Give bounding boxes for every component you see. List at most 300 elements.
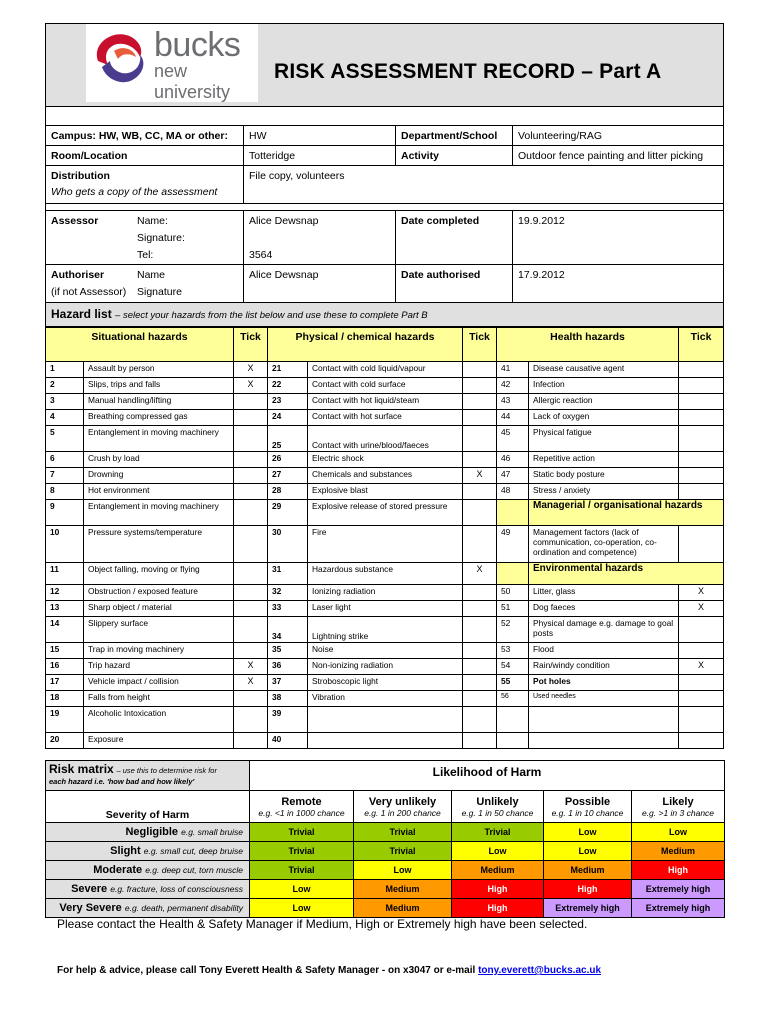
hazard-number: 5 (46, 425, 84, 451)
risk-matrix-title: Risk matrix (49, 762, 114, 776)
risk-matrix (45, 760, 725, 918)
health-hazard: Physical fatigue (529, 425, 679, 451)
risk-level-cell: High (632, 861, 725, 880)
physical-hazard: Chemicals and substances (308, 467, 463, 483)
situational-hazard: Obstruction / exposed feature (84, 584, 234, 600)
hazard-row (46, 409, 724, 425)
situational-hazard: Breathing compressed gas (84, 409, 234, 425)
hazard-row (46, 451, 724, 467)
health-number: 50 (497, 584, 529, 600)
hazard-row (46, 377, 724, 393)
risk-level-cell: High (544, 880, 632, 899)
physical-number: 38 (268, 690, 308, 706)
physical-tick (463, 361, 497, 377)
severity-name: Moderate (93, 864, 143, 876)
severity-example: e.g. death, permanent disability (124, 903, 243, 913)
health-number: 55 (497, 674, 529, 690)
risk-level-cell: Low (250, 880, 354, 899)
activity-label: Activity (396, 145, 513, 165)
department-label: Department/School (396, 125, 513, 145)
risk-level-cell: Extremely high (632, 880, 725, 899)
hazard-number: 2 (46, 377, 84, 393)
authoriser-label: Authoriser (51, 268, 105, 281)
physical-tick (463, 600, 497, 616)
health-tick (679, 377, 724, 393)
risk-level-cell: Trivial (250, 861, 354, 880)
assessor-name-label: Name: (137, 214, 168, 227)
severity-row (46, 899, 725, 918)
hazard-row (46, 425, 724, 451)
health-number: 43 (497, 393, 529, 409)
severity-label (46, 823, 250, 842)
health-tick (679, 525, 724, 562)
situational-hazard: Vehicle impact / collision (84, 674, 234, 690)
physical-tick: X (463, 562, 497, 584)
likelihood-example: e.g. 1 in 10 chance (551, 807, 624, 818)
physical-number: 28 (268, 483, 308, 499)
health-tick (679, 616, 724, 642)
assessor-cell (46, 210, 244, 264)
situational-tick (234, 732, 268, 748)
col-health: Health hazards (497, 327, 679, 361)
hazard-number: 10 (46, 525, 84, 562)
hazard-number: 11 (46, 562, 84, 584)
managerial-hazards-header: Managerial / organisational hazards (529, 499, 724, 525)
physical-hazard: Ionizing radiation (308, 584, 463, 600)
physical-hazard: Non-ionizing radiation (308, 658, 463, 674)
distribution-cell (46, 165, 244, 203)
situational-hazard: Hot environment (84, 483, 234, 499)
hazard-number: 16 (46, 658, 84, 674)
physical-number: 21 (268, 361, 308, 377)
assessor-tel: 3564 (249, 248, 273, 261)
risk-level-cell: Extremely high (632, 899, 725, 918)
situational-tick (234, 525, 268, 562)
hazard-number: 14 (46, 616, 84, 642)
situational-hazard: Entanglement in moving machinery (84, 425, 234, 451)
physical-number: 40 (268, 732, 308, 748)
health-hazard: Dog faeces (529, 600, 679, 616)
authoriser-sublabel: (if not Assessor) (51, 285, 127, 298)
physical-tick (463, 616, 497, 642)
bucks-swirl-icon (88, 27, 152, 91)
physical-tick (463, 690, 497, 706)
hazard-row (46, 499, 724, 525)
physical-hazard (308, 706, 463, 732)
situational-hazard: Sharp object / material (84, 600, 234, 616)
distribution-sublabel: Who gets a copy of the assessment (51, 185, 218, 198)
health-hazard: Pot holes (529, 674, 679, 690)
health-hazard: Disease causative agent (529, 361, 679, 377)
health-hazard: Litter, glass (529, 584, 679, 600)
physical-tick (463, 393, 497, 409)
likelihood-name: Remote (281, 795, 322, 808)
date-completed-value: 19.9.2012 (513, 210, 724, 264)
situational-hazard: Slippery surface (84, 616, 234, 642)
assessor-values (244, 210, 396, 264)
physical-tick (463, 451, 497, 467)
col-tick-3: Tick (679, 327, 724, 361)
hazard-number: 17 (46, 674, 84, 690)
situational-tick (234, 393, 268, 409)
physical-tick (463, 525, 497, 562)
health-hazard: Rain/windy condition (529, 658, 679, 674)
likelihood-example: e.g. 1 in 50 chance (461, 807, 534, 818)
risk-level-cell: Medium (354, 899, 452, 918)
physical-tick (463, 706, 497, 732)
document-header (45, 23, 724, 107)
campus-value: HW (244, 125, 396, 145)
situational-tick (234, 483, 268, 499)
health-hazard (529, 732, 679, 748)
likelihood-title: Likelihood of Harm (250, 761, 725, 791)
risk-matrix-sub2: each hazard i.e. 'how bad and how likely' (49, 777, 195, 786)
health-hazard (529, 706, 679, 732)
physical-hazard (308, 732, 463, 748)
risk-level-cell: Trivial (354, 823, 452, 842)
authoriser-cell (46, 264, 244, 302)
physical-hazard: Contact with cold surface (308, 377, 463, 393)
hazard-row (46, 525, 724, 562)
risk-level-cell: Low (354, 861, 452, 880)
authoriser-signature-label: Signature (137, 285, 182, 298)
health-hazard: Lack of oxygen (529, 409, 679, 425)
physical-tick (463, 674, 497, 690)
risk-level-cell: Trivial (354, 842, 452, 861)
help-line (57, 965, 601, 976)
hazard-number: 13 (46, 600, 84, 616)
health-number: 52 (497, 616, 529, 642)
likelihood-header-row (46, 791, 725, 823)
risk-level-cell: Medium (354, 880, 452, 899)
hazard-row (46, 467, 724, 483)
assessor-tel-label: Tel: (137, 248, 154, 261)
health-number (497, 706, 529, 732)
situational-hazard: Falls from height (84, 690, 234, 706)
physical-tick (463, 658, 497, 674)
hazard-number: 18 (46, 690, 84, 706)
situational-tick: X (234, 377, 268, 393)
physical-hazard: Explosive release of stored pressure (308, 499, 463, 525)
situational-hazard: Object falling, moving or flying (84, 562, 234, 584)
hazard-row (46, 562, 724, 584)
health-number: 54 (497, 658, 529, 674)
severity-example: e.g. small cut, deep bruise (143, 846, 243, 856)
situational-tick (234, 451, 268, 467)
distribution-label: Distribution (51, 169, 110, 182)
info-table (45, 107, 724, 303)
campus-label: Campus: HW, WB, CC, MA or other: (46, 125, 244, 145)
situational-hazard: Trap in moving machinery (84, 642, 234, 658)
health-tick (679, 409, 724, 425)
health-tick (679, 361, 724, 377)
help-text: For help & advice, please call Tony Everett Health & Safety Manager - on x3047 or e-mail (57, 965, 476, 976)
hazard-number: 12 (46, 584, 84, 600)
hazard-list-banner (45, 303, 724, 327)
likelihood-name: Possible (564, 795, 611, 808)
health-number: 41 (497, 361, 529, 377)
hazard-number: 19 (46, 706, 84, 732)
likelihood-column (632, 791, 725, 823)
risk-level-cell: Extremely high (544, 899, 632, 918)
activity-value: Outdoor fence painting and litter picking (513, 145, 724, 165)
risk-assessment-sheet (45, 23, 724, 749)
health-number (497, 732, 529, 748)
severity-row (46, 842, 725, 861)
assessor-label: Assessor (51, 214, 99, 227)
physical-hazard: Vibration (308, 690, 463, 706)
health-number: 56 (497, 690, 529, 706)
assessor-signature-label: Signature: (137, 231, 185, 244)
situational-tick (234, 467, 268, 483)
risk-level-cell: Low (452, 842, 544, 861)
physical-number: 30 (268, 525, 308, 562)
situational-tick (234, 562, 268, 584)
severity-name: Negligible (125, 826, 179, 838)
health-hazard: Physical damage e.g. damage to goal posts (529, 616, 679, 642)
severity-label (46, 861, 250, 880)
hazard-number: 4 (46, 409, 84, 425)
situational-tick (234, 642, 268, 658)
situational-hazard: Crush by load (84, 451, 234, 467)
severity-row (46, 880, 725, 899)
likelihood-example: e.g. 1 in 200 chance (364, 807, 441, 818)
risk-level-cell: Trivial (250, 842, 354, 861)
health-hazard: Stress / anxiety (529, 483, 679, 499)
physical-hazard: Explosive blast (308, 483, 463, 499)
health-hazard: Used needles (529, 690, 679, 706)
situational-tick: X (234, 361, 268, 377)
hazard-row (46, 584, 724, 600)
hazard-row (46, 483, 724, 499)
health-tick: X (679, 600, 724, 616)
health-tick (679, 690, 724, 706)
health-tick (679, 451, 724, 467)
severity-row (46, 861, 725, 880)
health-tick (679, 467, 724, 483)
physical-tick (463, 499, 497, 525)
physical-number: 33 (268, 600, 308, 616)
physical-hazard: Contact with hot liquid/steam (308, 393, 463, 409)
health-number: 44 (497, 409, 529, 425)
hazard-number: 15 (46, 642, 84, 658)
physical-hazard: Contact with hot surface (308, 409, 463, 425)
hazard-row (46, 674, 724, 690)
health-hazard: Repetitive action (529, 451, 679, 467)
situational-hazard: Manual handling/lifting (84, 393, 234, 409)
physical-number: 31 (268, 562, 308, 584)
physical-number: 23 (268, 393, 308, 409)
bucks-logo (86, 24, 258, 102)
room-label: Room/Location (46, 145, 244, 165)
physical-number: 25 (268, 425, 308, 451)
physical-tick (463, 584, 497, 600)
severity-name: Severe (71, 883, 108, 895)
situational-tick (234, 616, 268, 642)
health-number-blank (497, 562, 529, 584)
physical-number: 26 (268, 451, 308, 467)
health-tick (679, 425, 724, 451)
help-email-link[interactable]: tony.everett@bucks.ac.uk (478, 965, 602, 976)
authoriser-name-label: Name (137, 268, 166, 281)
risk-level-cell: Medium (452, 861, 544, 880)
health-tick (679, 393, 724, 409)
health-hazard: Management factors (lack of communication, co-operation, co-ordination and competence) (529, 525, 679, 562)
hazard-table (45, 327, 724, 749)
health-hazard: Allergic reaction (529, 393, 679, 409)
physical-hazard: Electric shock (308, 451, 463, 467)
hazard-number: 8 (46, 483, 84, 499)
situational-tick (234, 600, 268, 616)
room-value: Totteridge (244, 145, 396, 165)
health-number: 51 (497, 600, 529, 616)
risk-level-cell: High (452, 880, 544, 899)
situational-tick (234, 425, 268, 451)
health-number-blank (497, 499, 529, 525)
health-tick (679, 642, 724, 658)
health-number: 42 (497, 377, 529, 393)
severity-row (46, 823, 725, 842)
situational-hazard: Trip hazard (84, 658, 234, 674)
severity-name: Slight (110, 845, 141, 857)
date-completed-label: Date completed (396, 210, 513, 264)
hazard-number: 9 (46, 499, 84, 525)
health-hazard: Flood (529, 642, 679, 658)
situational-tick (234, 499, 268, 525)
risk-level-cell: Trivial (452, 823, 544, 842)
physical-hazard: Contact with cold liquid/vapour (308, 361, 463, 377)
authoriser-name: Alice Dewsnap (244, 264, 396, 302)
hazard-row (46, 658, 724, 674)
physical-number: 35 (268, 642, 308, 658)
risk-level-cell: Low (250, 899, 354, 918)
hazard-row (46, 732, 724, 748)
col-physical: Physical / chemical hazards (268, 327, 463, 361)
physical-hazard: Lightning strike (308, 616, 463, 642)
severity-label (46, 842, 250, 861)
severity-label (46, 899, 250, 918)
health-tick (679, 706, 724, 732)
health-number: 47 (497, 467, 529, 483)
risk-level-cell: Medium (632, 842, 725, 861)
health-tick: X (679, 658, 724, 674)
physical-hazard: Noise (308, 642, 463, 658)
physical-tick (463, 642, 497, 658)
date-authorised-label: Date authorised (396, 264, 513, 302)
health-number: 46 (497, 451, 529, 467)
likelihood-column (250, 791, 354, 823)
risk-matrix-sub1: – use this to determine risk for (116, 766, 217, 775)
physical-tick (463, 483, 497, 499)
likelihood-name: Likely (662, 795, 694, 808)
physical-hazard: Laser light (308, 600, 463, 616)
health-number: 53 (497, 642, 529, 658)
likelihood-name: Very unlikely (368, 795, 437, 808)
situational-tick: X (234, 674, 268, 690)
health-tick (679, 732, 724, 748)
risk-matrix-label (46, 761, 250, 791)
physical-tick (463, 425, 497, 451)
health-tick: X (679, 584, 724, 600)
likelihood-column (544, 791, 632, 823)
hazard-row (46, 706, 724, 732)
hazard-row (46, 616, 724, 642)
hazard-row (46, 393, 724, 409)
physical-number: 24 (268, 409, 308, 425)
situational-hazard: Assault by person (84, 361, 234, 377)
physical-number: 37 (268, 674, 308, 690)
physical-number: 29 (268, 499, 308, 525)
hazard-row (46, 361, 724, 377)
physical-number: 27 (268, 467, 308, 483)
department-value: Volunteering/RAG (513, 125, 724, 145)
col-tick-1: Tick (234, 327, 268, 361)
physical-number: 22 (268, 377, 308, 393)
severity-title: Severity of Harm (46, 791, 250, 823)
risk-level-cell: Low (544, 823, 632, 842)
health-hazard: Static body posture (529, 467, 679, 483)
hazard-list-title: Hazard list (51, 306, 112, 321)
severity-label (46, 880, 250, 899)
physical-tick (463, 409, 497, 425)
col-tick-2: Tick (463, 327, 497, 361)
risk-level-cell: Low (632, 823, 725, 842)
situational-hazard: Pressure systems/temperature (84, 525, 234, 562)
hazard-row (46, 690, 724, 706)
health-number: 48 (497, 483, 529, 499)
physical-number: 32 (268, 584, 308, 600)
physical-tick (463, 377, 497, 393)
severity-example: e.g. small bruise (181, 827, 243, 837)
logo-wordmark: bucks (154, 26, 241, 64)
severity-example: e.g. deep cut, torn muscle (145, 865, 243, 875)
health-tick (679, 674, 724, 690)
physical-number: 39 (268, 706, 308, 732)
hazard-number: 1 (46, 361, 84, 377)
hazard-number: 3 (46, 393, 84, 409)
risk-level-cell: Medium (544, 861, 632, 880)
hazard-number: 7 (46, 467, 84, 483)
physical-hazard: Stroboscopic light (308, 674, 463, 690)
health-hazard: Infection (529, 377, 679, 393)
date-authorised-value: 17.9.2012 (513, 264, 724, 302)
physical-hazard: Fire (308, 525, 463, 562)
physical-hazard: Hazardous substance (308, 562, 463, 584)
situational-tick (234, 706, 268, 732)
environmental-hazards-header: Environmental hazards (529, 562, 724, 584)
situational-hazard: Slips, trips and falls (84, 377, 234, 393)
situational-hazard: Drowning (84, 467, 234, 483)
distribution-value: File copy, volunteers (244, 165, 724, 203)
likelihood-column (452, 791, 544, 823)
hazard-number: 20 (46, 732, 84, 748)
physical-tick: X (463, 467, 497, 483)
severity-name: Very Severe (59, 902, 122, 914)
hazard-number: 6 (46, 451, 84, 467)
situational-hazard: Alcoholic Intoxication (84, 706, 234, 732)
severity-example: e.g. fracture, loss of consciousness (110, 884, 243, 894)
risk-level-cell: High (452, 899, 544, 918)
hazard-row (46, 642, 724, 658)
hazard-row (46, 600, 724, 616)
situational-hazard: Entanglement in moving machinery (84, 499, 234, 525)
likelihood-example: e.g. >1 in 3 chance (641, 807, 715, 818)
likelihood-name: Unlikely (476, 795, 519, 808)
assessor-name: Alice Dewsnap (249, 214, 319, 227)
hazard-list-instruction: – select your hazards from the list below and use these to complete Part B (115, 309, 428, 321)
situational-tick (234, 690, 268, 706)
situational-tick: X (234, 658, 268, 674)
